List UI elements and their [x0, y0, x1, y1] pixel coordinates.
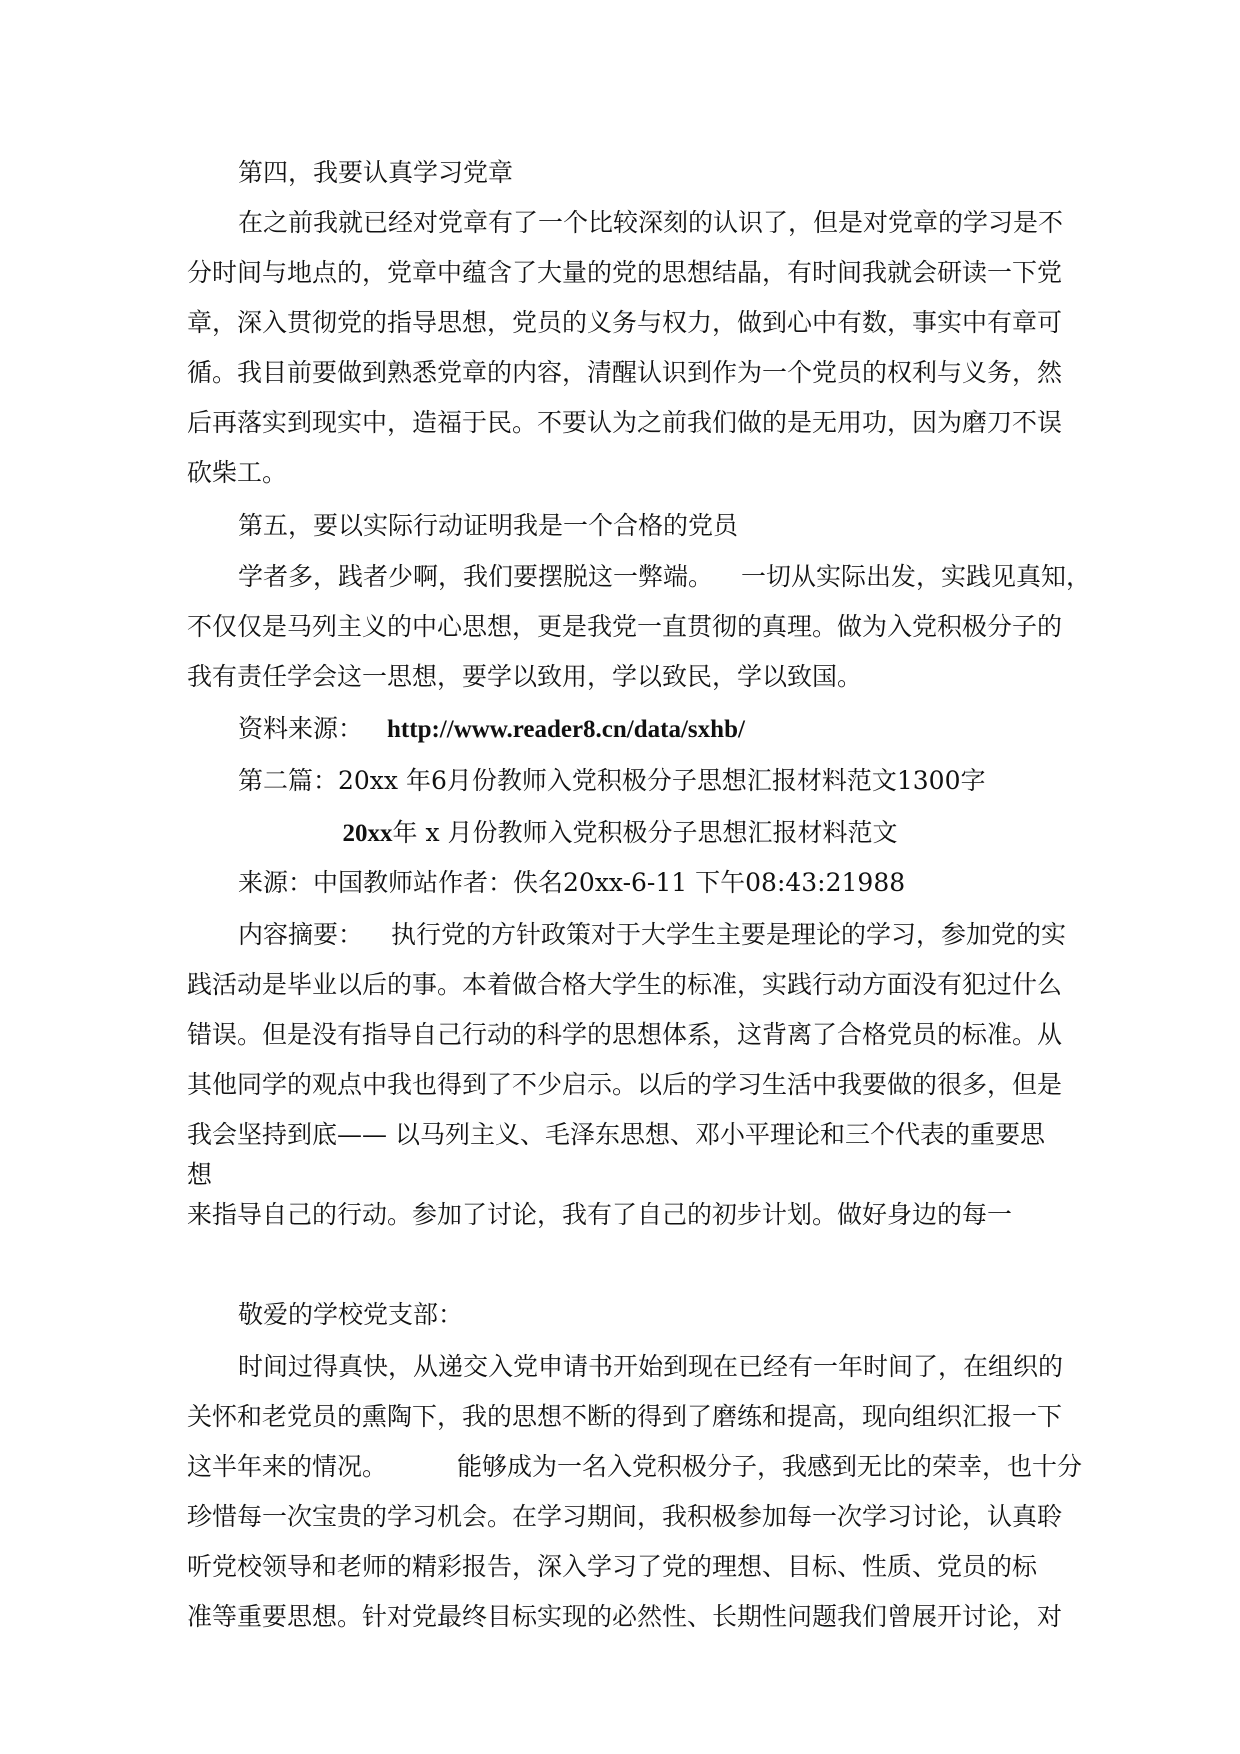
section4-heading: 第四，我要认真学习党章	[238, 158, 514, 187]
article-title	[0, 818, 1240, 849]
paragraph-line: 关怀和老党员的熏陶下，我的思想不断的得到了磨练和提高，现向组织汇报一下	[187, 1402, 1063, 1431]
sentence-fragment: 能够成为一名入党积极分子，我感到无比的荣幸，也十分	[457, 1452, 1083, 1481]
summary-label: 内容摘要：	[238, 920, 364, 949]
sentence-fragment: 学者多，践者少啊，我们要摆脱这一弊端。	[238, 562, 714, 591]
section5-heading: 第五，要以实际行动证明我是一个合格的党员	[238, 511, 739, 540]
paragraph-line: 不仅仅是马列主义的中心思想，更是我党一直贯彻的真理。做为入党积极分子的	[187, 612, 1063, 641]
paragraph-line: 循。我目前要做到熟悉党章的内容，清醒认识到作为一个党员的权利与义务，然	[187, 358, 1063, 387]
paragraph-line	[187, 1452, 1082, 1482]
sentence-fragment: 这半年来的情况。	[187, 1452, 388, 1481]
paragraph-line: 珍惜每一次宝贵的学习机会。在学习期间，我积极参加每一次学习讨论，认真聆	[187, 1502, 1063, 1531]
paragraph-line: 在之前我就已经对党章有了一个比较深刻的认识了，但是对党章的学习是不	[238, 208, 1064, 237]
sentence-fragment: 一切从实际出发，实践见真知，	[741, 562, 1092, 591]
article-title-text: 年 x 月份教师入党积极分子思想汇报材料范文	[392, 818, 898, 847]
article-meta: 来源：中国教师站作者：佚名20xx-6-11 下午08:43:21988	[238, 868, 906, 897]
paragraph-line: 分时间与地点的，党章中蕴含了大量的党的思想结晶，有时间我就会研读一下党	[187, 258, 1063, 287]
paragraph-line: 来指导自己的行动。参加了讨论，我有了自己的初步计划。做好身边的每一	[187, 1200, 1013, 1229]
paragraph-line	[238, 920, 1066, 950]
sentence-fragment: 执行党的方针政策对于大学生主要是理论的学习，参加党的实	[391, 920, 1067, 949]
paragraph-line: 准等重要思想。针对党最终目标实现的必然性、长期性问题我们曾展开讨论，对	[187, 1602, 1063, 1631]
paragraph-line: 砍柴工。	[187, 458, 288, 487]
paragraph-line: 想	[187, 1160, 213, 1189]
paragraph-line: 我会坚持到底—— 以马列主义、毛泽东思想、邓小平理论和三个代表的重要思	[187, 1120, 1045, 1149]
paragraph-line	[238, 562, 1091, 592]
source-url: http://www.reader8.cn/data/sxhb/	[387, 716, 745, 743]
paragraph-line: 听党校领导和老师的精彩报告，深入学习了党的理想、目标、性质、党员的标	[187, 1552, 1038, 1581]
paragraph-line: 践活动是毕业以后的事。本着做合格大学生的标准，实践行动方面没有犯过什么	[187, 970, 1063, 999]
source-label: 资料来源：	[238, 714, 364, 743]
paragraph-line: 我有责任学会这一思想，要学以致用，学以致民，学以致国。	[187, 662, 863, 691]
article-title-year: 20xx	[342, 820, 393, 847]
letter-salutation: 敬爱的学校党支部：	[238, 1300, 464, 1329]
paragraph-line: 错误。但是没有指导自己行动的科学的思想体系，这背离了合格党员的标准。从	[187, 1020, 1063, 1049]
source-line	[238, 714, 745, 744]
paragraph-line: 后再落实到现实中，造福于民。不要认为之前我们做的是无用功，因为磨刀不误	[187, 408, 1063, 437]
paragraph-line: 其他同学的观点中我也得到了不少启示。以后的学习生活中我要做的很多，但是	[187, 1070, 1063, 1099]
paragraph-line: 时间过得真快，从递交入党申请书开始到现在已经有一年时间了，在组织的	[238, 1352, 1064, 1381]
part2-heading: 第二篇：20xx 年6月份教师入党积极分子思想汇报材料范文1300字	[238, 766, 986, 795]
paragraph-line: 章，深入贯彻党的指导思想，党员的义务与权力，做到心中有数，事实中有章可	[187, 308, 1063, 337]
